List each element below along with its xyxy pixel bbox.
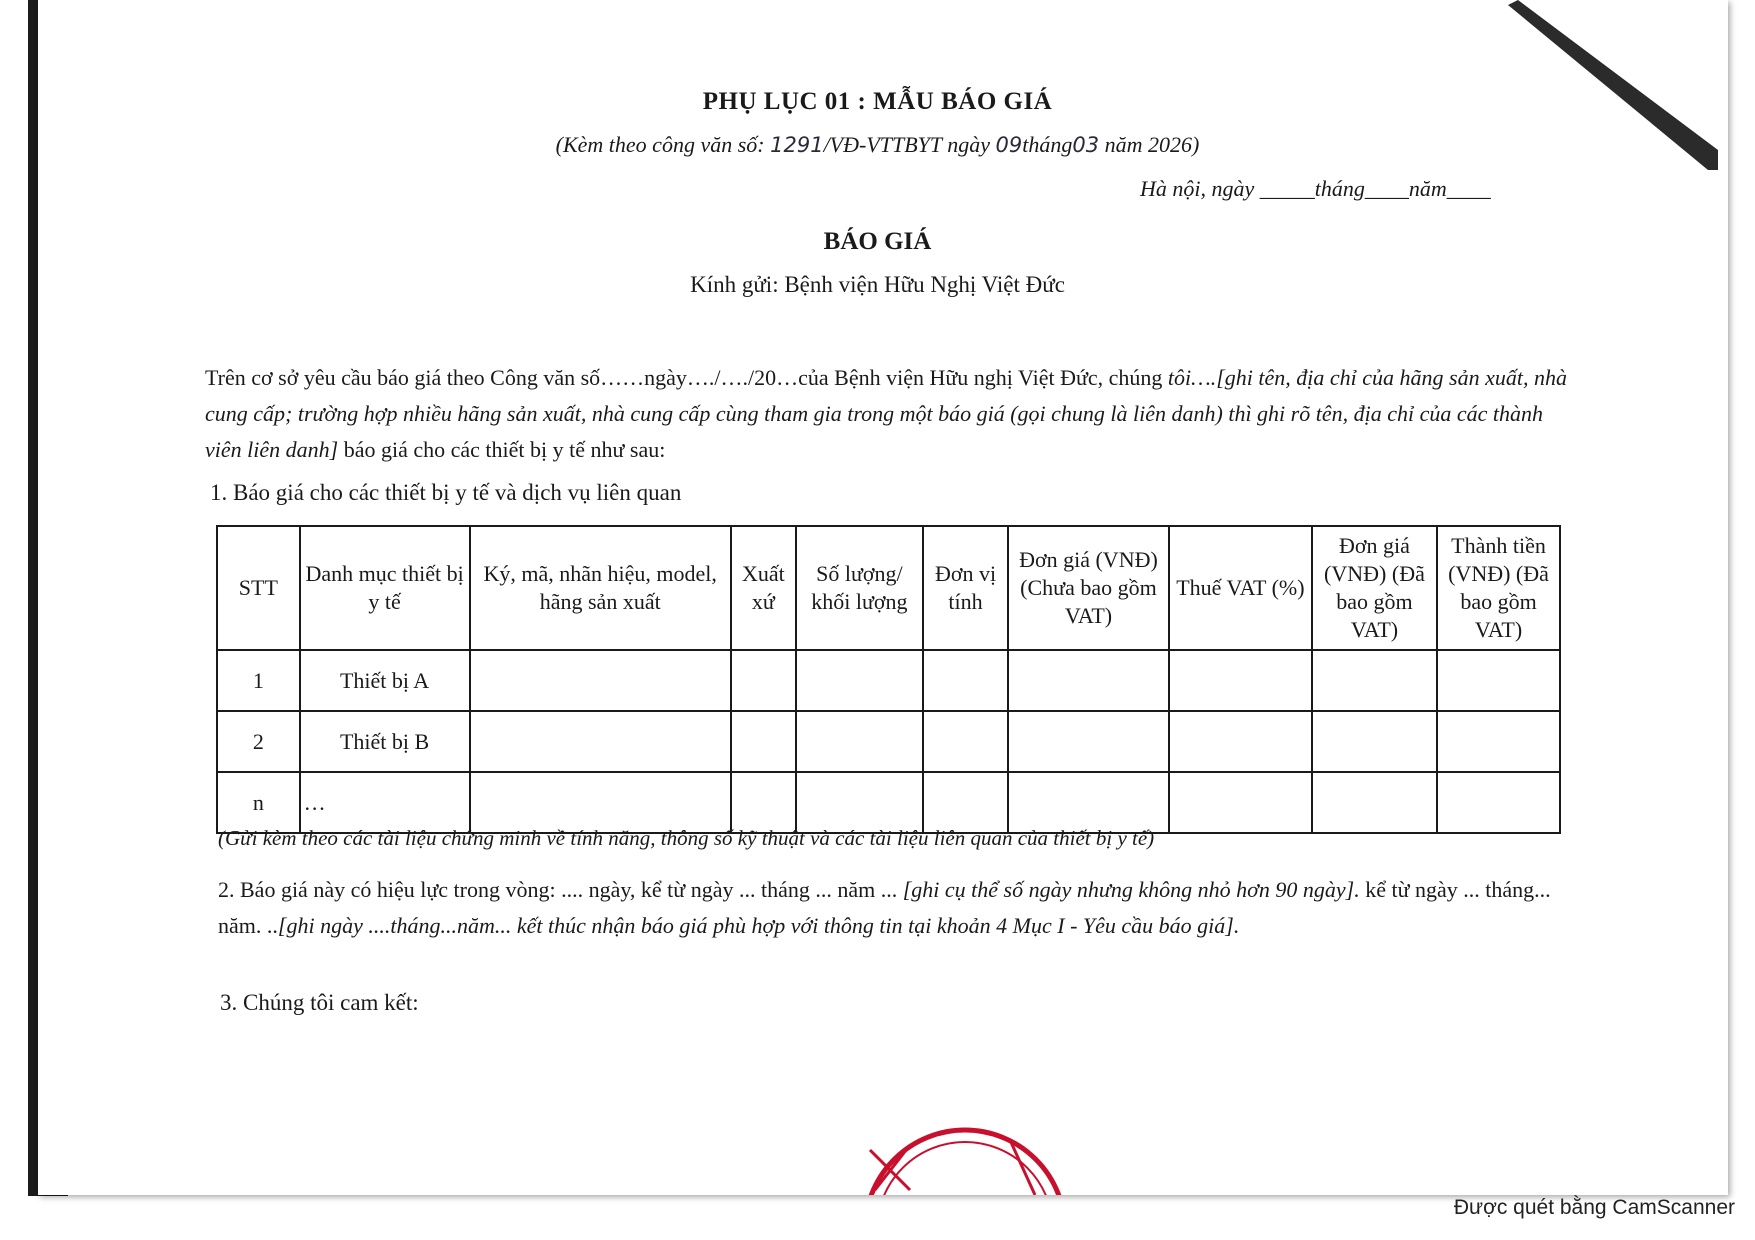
header-quantity: Số lượng/ khối lượng	[796, 526, 923, 650]
table-row	[217, 650, 1560, 711]
scan-edge	[28, 0, 38, 1195]
intro-text-1: Trên cơ sở yêu cầu báo giá theo Công văn số……ngày…./…./20…của Bệnh viện Hữu nghị Việt Đức, chúng	[205, 365, 1168, 390]
row-stt: 2	[217, 711, 300, 772]
handwritten-doc-number: 1291	[770, 133, 824, 157]
header-origin: Xuất xứ	[731, 526, 796, 650]
header-stt: STT	[217, 526, 300, 650]
intro-paragraph	[205, 360, 1570, 468]
row-item: Thiết bị B	[300, 711, 470, 772]
header-total: Thành tiền (VNĐ) (Đã bao gồm VAT)	[1437, 526, 1560, 650]
section-1-heading: 1. Báo giá cho các thiết bị y tế và dịch vụ liên quan	[210, 480, 682, 505]
row-item: …	[300, 772, 470, 833]
header-vat: Thuế VAT (%)	[1169, 526, 1312, 650]
handwritten-day: 09	[995, 133, 1023, 157]
header-unit-price-incl: Đơn giá (VNĐ) (Đã bao gồm VAT)	[1312, 526, 1437, 650]
place-date-line: Hà nội, ngày _____tháng____năm____	[1140, 176, 1491, 201]
validity-text-1: 2. Báo giá này có hiệu lực trong vòng: .... ngày, kể từ ngày ... tháng ... năm ...	[218, 877, 903, 902]
quotation-heading: BÁO GIÁ	[823, 228, 932, 255]
reference-line	[0, 132, 1755, 158]
intro-italic: tôi….[ghi tên, địa chỉ của hãng sản xuất, nhà cung cấp; trường hợp nhiều hãng sản xuất, nhà cung cấp cùng tham gia trong một báo giá (gọi chung là liên danh) thì ghi rõ tên, địa chỉ của các thành viên liên danh]	[205, 365, 1567, 462]
row-stt: 1	[217, 650, 300, 711]
validity-italic-1: [ghi cụ thể số ngày nhưng không nhỏ hơn 90 ngày].	[902, 877, 1360, 902]
reference-prefix: (Kèm theo công văn số:	[555, 132, 771, 157]
scanner-watermark: Được quét bằng CamScanner	[1453, 1196, 1735, 1219]
row-stt: n	[217, 772, 300, 833]
appendix-title: PHỤ LỤC 01 : MẪU BÁO GIÁ	[702, 88, 1053, 115]
validity-text-2: kể từ ngày ... tháng... năm. ..	[218, 877, 1551, 938]
intro-text-2: báo giá cho các thiết bị y tế như sau:	[338, 437, 666, 462]
row-item: Thiết bị A	[300, 650, 470, 711]
section-3-heading: 3. Chúng tôi cam kết:	[220, 990, 419, 1015]
reference-suffix: năm 2026)	[1099, 132, 1200, 157]
table-header-row	[217, 526, 1560, 650]
header-unit: Đơn vị tính	[923, 526, 1008, 650]
header-model: Ký, mã, nhãn hiệu, model, hãng sản xuất	[470, 526, 731, 650]
month-label: tháng	[1022, 132, 1073, 157]
header-unit-price-excl: Đơn giá (VNĐ) (Chưa bao gồm VAT)	[1008, 526, 1169, 650]
reference-mid: /VĐ-VTTBYT ngày	[823, 132, 996, 157]
header-item: Danh mục thiết bị y tế	[300, 526, 470, 650]
quotation-table	[216, 525, 1561, 834]
attachment-note: (Gửi kèm theo các tài liệu chứng minh về tính năng, thông số kỹ thuật và các tài liệu liên quan của thiết bị y tế)	[218, 826, 1155, 850]
recipient-line: Kính gửi: Bệnh viện Hữu Nghị Việt Đức	[690, 272, 1065, 297]
handwritten-month: 03	[1072, 133, 1100, 157]
validity-italic-2: [ghi ngày ....tháng...năm... kết thúc nhận báo giá phù hợp với thông tin tại khoản 4 Mục I - Yêu cầu báo giá].	[277, 913, 1240, 938]
table-row	[217, 772, 1560, 833]
red-seal-stamp	[850, 1110, 1080, 1195]
table-row	[217, 711, 1560, 772]
validity-paragraph	[218, 872, 1568, 944]
